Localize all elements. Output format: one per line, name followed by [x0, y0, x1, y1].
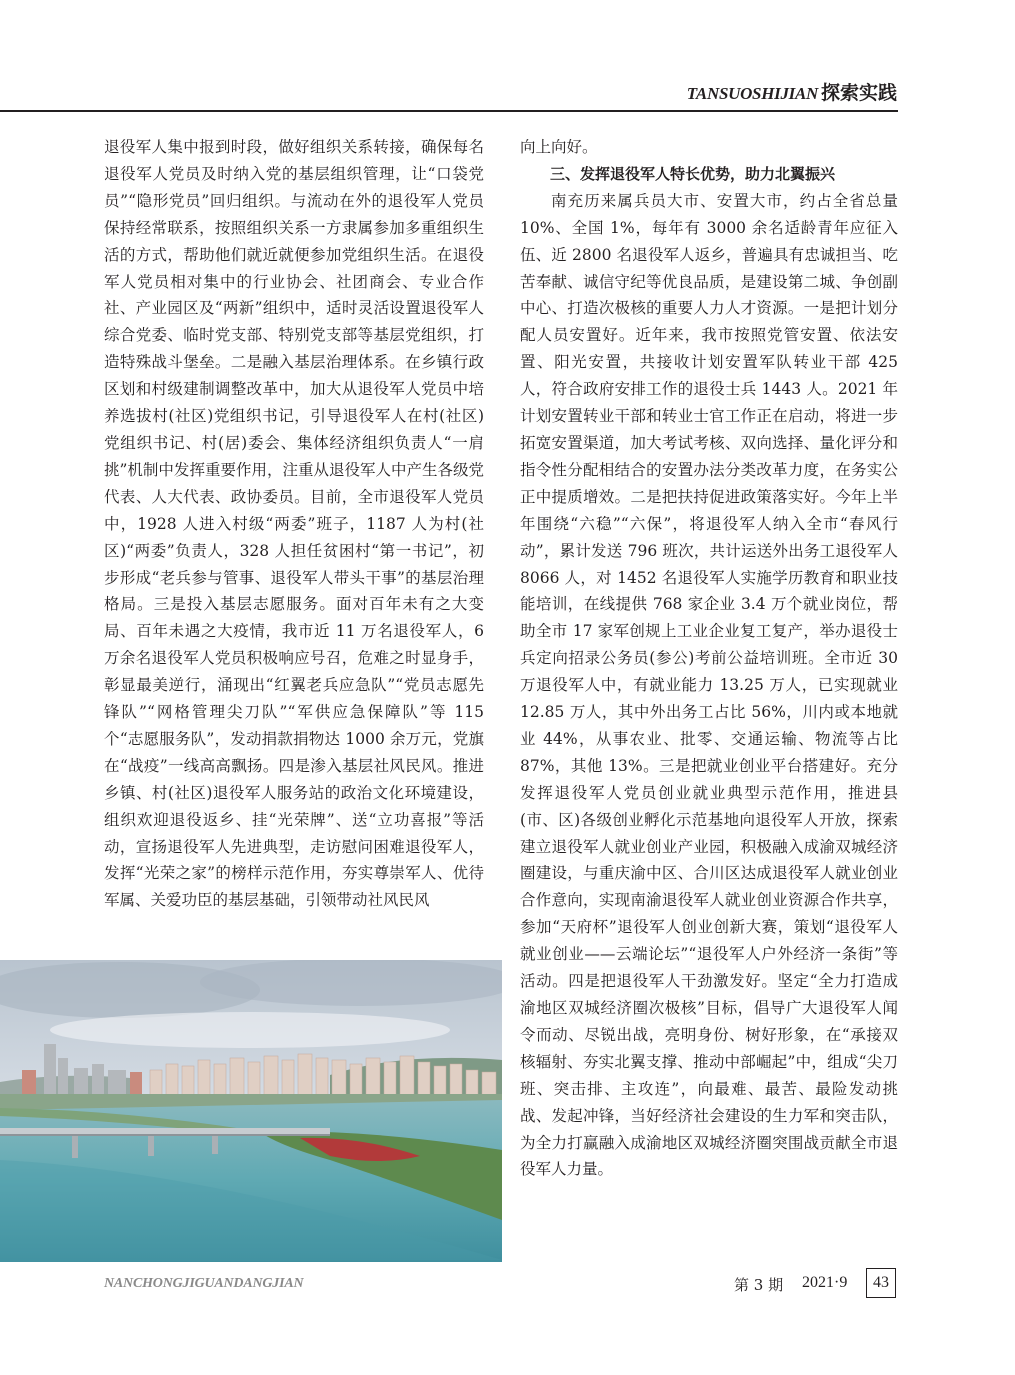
right-column-text: 南充历来属兵员大市、安置大市，约占全省总量 10%、全国 1%，每年有 3000 余名适龄青年应征入伍、近 2800 名退役军人返乡，普遍具有忠诚担当、吃苦奉献、诚信守纪等优良品质，是建设第二城、争创副中心、打造次极核的重要人力人才资源。一是把计划分配人员安置好。近年来，我市按照党管安置、依法安置、阳光安置，共接收计划安置军队转业干部 425 人，符合政府安排工作的退役士兵 1443 人。2021 年计划安置转业干部和转业士官工作正在启动，将进一步拓宽安置渠道，加大考试考核、双向选择、量化评分和指令性分配相结合的安置办法分类改革力度，在务实公正中提质增效。二是把扶持促进政策落实好。今年上半年围绕“六稳”“六保”，将退役军人纳入全市“春风行动”，累计发送 796 班次，共计运送外出务工退役军人 8066 人，对 1452 名退役军人实施学历教育和职业技能培训，在线提供 768 家企业 3.4 万个就业岗位，帮助全市 17 家军创规上工业企业复工复产，举办退役士兵定向招录公务员(参公)考前公益培训班。全市近 30 万退役军人中，有就业能力 13.25 万人，已实现就业 12.85 万人，其中外出务工占比 56%，川内或本地就业 44%，从事农业、批零、交通运输、物流等占比 87%，其他 13%。三是把就业创业平台搭建好。充分发挥退役军人党员创业就业典型示范作用，推进县(市、区)各级创业孵化示范基地向退役军人开放，探索建立退役军人就业创业产业园，积极融入成渝双城经济圈建设，与重庆渝中区、合川区达成退役军人就业创业合作意向，实现南渝退役军人就业创业资源合作共享，参加“天府杯”退役军人创业创新大赛，策划“退役军人就业创业——云端论坛”“退役军人户外经济一条街”等活动。四是把退役军人干劲激发好。坚定“全力打造成渝地区双城经济圈次极核”目标，倡导广大退役军人闻令而动、尽锐出战，亮明身份、树好形象，在“承接双核辐射、夯实北翼支撑、推动中部崛起”中，组成“尖刀班、突击排、主攻连”，向最难、最苦、最险发动挑战、发起冲锋，当好经济社会建设的生力军和突击队，为全力打赢融入成渝地区双城经济圈突围战贡献全市退役军人力量。	[520, 191, 898, 1179]
footer-publication-name: NANCHONGJIGUANDANGJIAN	[104, 1276, 304, 1291]
header-latin: TANSUOSHIJIAN	[686, 84, 818, 103]
footer-date: 2021·9	[802, 1274, 848, 1291]
header-section-title: 探索实践	[820, 82, 897, 104]
header-rule	[0, 110, 898, 112]
running-header	[687, 78, 897, 105]
page-number: 43	[866, 1268, 896, 1298]
city-river-photo	[0, 960, 502, 1262]
footer-issue: 第 3 期	[734, 1276, 784, 1294]
right-column	[520, 134, 898, 1183]
left-column	[104, 134, 484, 914]
left-column-text: 退役军人集中报到时段，做好组织关系转接，确保每名退役军人党员及时纳入党的基层组织管理，让“口袋党员”“隐形党员”回归组织。与流动在外的退役军人党员保持经常联系，按照组织关系一方隶属参加多重组织生活的方式，帮助他们就近就便参加党组织生活。在退役军人党员相对集中的行业协会、社团商会、专业合作社、产业园区及“两新”组织中，适时灵活设置退役军人综合党委、临时党支部、特别党支部等基层党组织，打造特殊战斗堡垒。二是融入基层治理体系。在乡镇行政区划和村级建制调整改革中，加大从退役军人党员中培养选拔村(社区)党组织书记，引导退役军人在村(社区)党组织书记、村(居)委会、集体经济组织负责人“一肩挑”机制中发挥重要作用，注重从退役军人中产生各级党代表、人大代表、政协委员。目前，全市退役军人党员中，1928 人进入村级“两委”班子，1187 人为村(社区)“两委”负责人，328 人担任贫困村“第一书记”，初步形成“老兵参与管事、退役军人带头干事”的基层治理格局。三是投入基层志愿服务。面对百年未有之大变局、百年未遇之大疫情，我市近 11 万名退役军人，6 万余名退役军人党员积极响应号召，危难之时显身手，彰显最美逆行，涌现出“红翼老兵应急队”“党员志愿先锋队”“网格管理尖刀队”“军供应急保障队”等 115 个“志愿服务队”，发动捐款捐物达 1000 余万元，党旗在“战疫”一线高高飘扬。四是渗入基层社风民风。推进乡镇、村(社区)退役军人服务站的政治文化环境建设，组织欢迎退役返乡、挂“光荣牌”、送“立功喜报”等活动，宣扬退役军人先进典型，走访慰问困难退役军人，发挥“光荣之家”的榜样示范作用，夯实尊崇军人、优待军属、关爱功臣的基层基础，引领带动社风民风	[104, 138, 484, 910]
section-heading: 三、发挥退役军人特长优势，助力北翼振兴	[550, 164, 836, 183]
right-column-lead: 向上向好。	[520, 138, 598, 156]
city-river-illustration	[0, 960, 502, 1262]
